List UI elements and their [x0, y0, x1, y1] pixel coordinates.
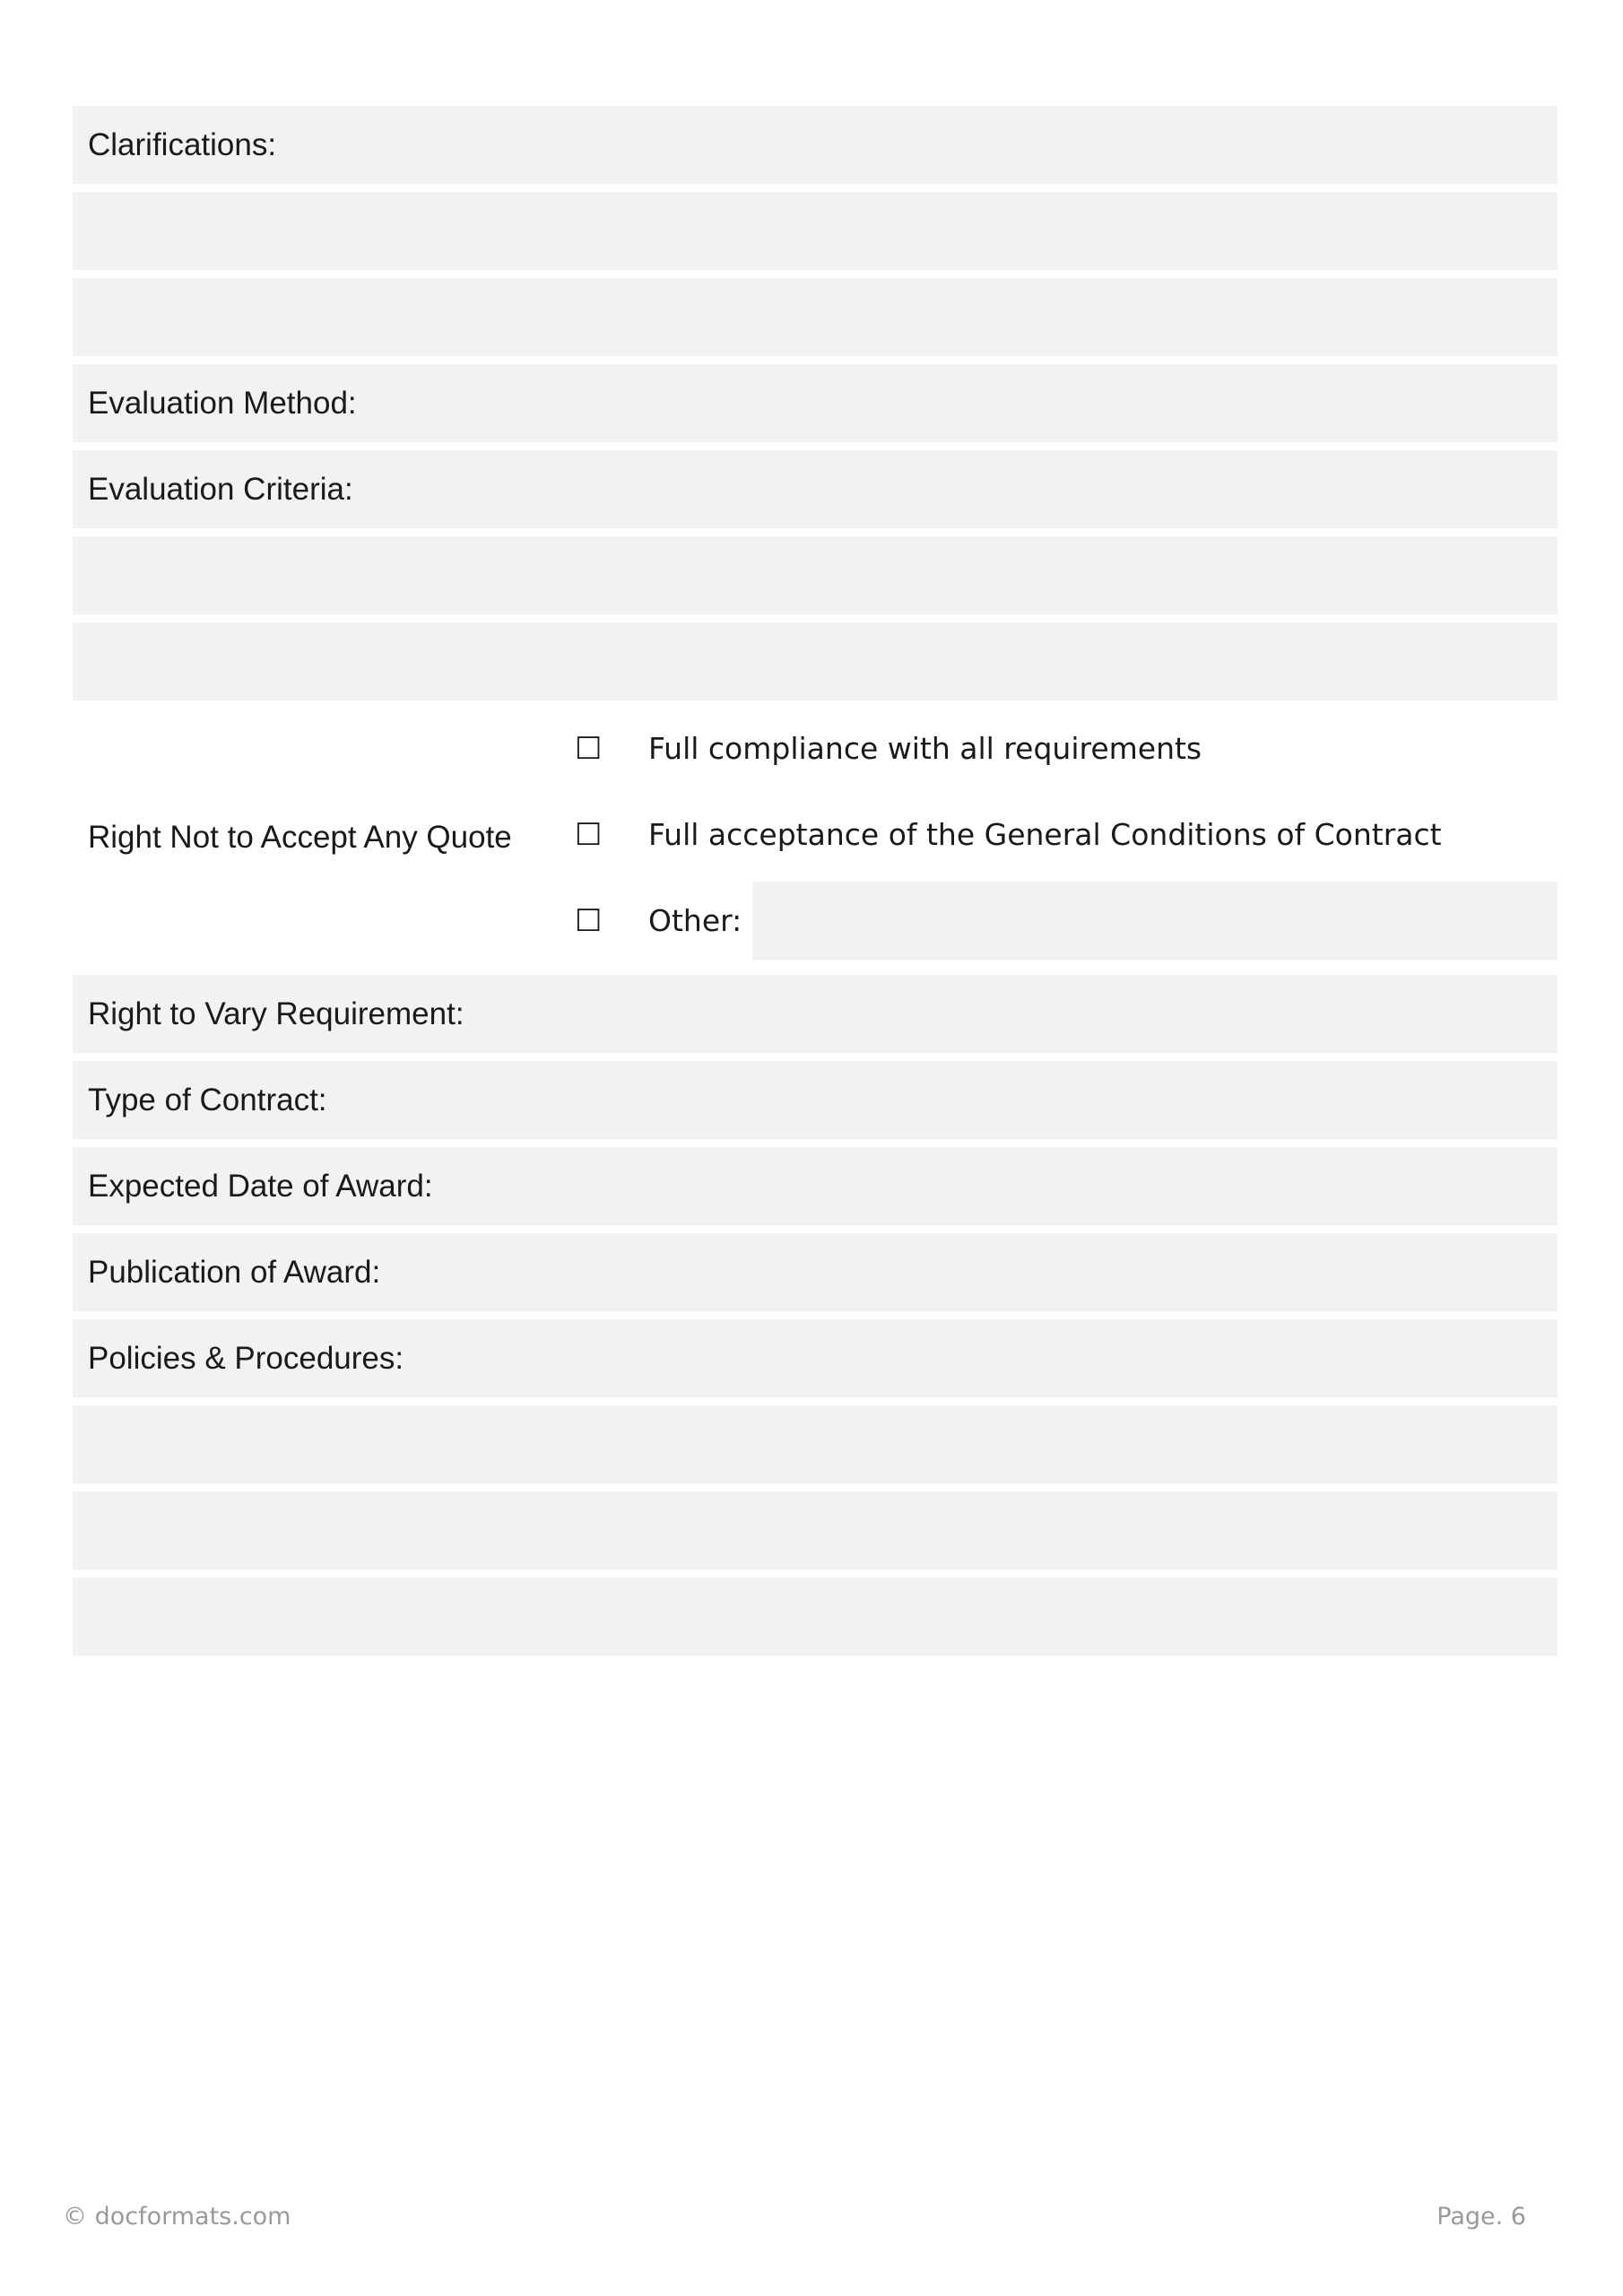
evaluation-criteria-label: Evaluation Criteria:	[88, 471, 353, 507]
publication-field[interactable]	[73, 1233, 1558, 1311]
type-of-contract-label: Type of Contract:	[88, 1082, 327, 1118]
option-label: Full compliance with all requirements	[648, 731, 1202, 766]
evaluation-method-label: Evaluation Method:	[88, 385, 357, 421]
clarifications-line-3[interactable]	[73, 278, 1558, 356]
type-of-contract-field[interactable]	[73, 1061, 1558, 1139]
checkbox-icon[interactable]: ☐	[575, 730, 603, 767]
clarifications-label: Clarifications:	[88, 126, 277, 162]
option-label: Other:	[648, 903, 742, 938]
publication-label: Publication of Award:	[88, 1254, 381, 1290]
evaluation-criteria-line-2[interactable]	[73, 536, 1558, 614]
other-input[interactable]	[752, 882, 1558, 960]
policies-field[interactable]	[73, 1319, 1558, 1397]
evaluation-method-field[interactable]	[73, 364, 1558, 442]
checkbox-icon[interactable]: ☐	[575, 816, 603, 853]
evaluation-criteria-field[interactable]	[73, 450, 1558, 528]
right-to-vary-field[interactable]	[73, 975, 1558, 1053]
procurement-form	[73, 106, 1558, 1664]
footer-copyright: © docformats.com	[63, 2203, 291, 2231]
policies-line-3[interactable]	[73, 1492, 1558, 1570]
footer-page-number: Page. 6	[1436, 2203, 1526, 2231]
evaluation-criteria-line-3[interactable]	[73, 622, 1558, 700]
policies-line-2[interactable]	[73, 1405, 1558, 1483]
option-full-compliance[interactable]	[575, 709, 1202, 787]
expected-date-label: Expected Date of Award:	[88, 1168, 433, 1204]
right-not-to-accept-label: Right Not to Accept Any Quote	[88, 820, 512, 855]
policies-line-4[interactable]	[73, 1578, 1558, 1656]
right-not-to-accept-section	[73, 709, 1558, 967]
policies-label: Policies & Procedures:	[88, 1340, 404, 1376]
checkbox-icon[interactable]: ☐	[575, 902, 603, 939]
option-other[interactable]	[575, 882, 742, 960]
clarifications-line-2[interactable]	[73, 192, 1558, 270]
option-label: Full acceptance of the General Conditions of Contract	[648, 817, 1442, 852]
clarifications-field[interactable]	[73, 106, 1558, 184]
right-to-vary-label: Right to Vary Requirement:	[88, 996, 464, 1031]
expected-date-field[interactable]	[73, 1147, 1558, 1225]
option-full-acceptance[interactable]	[575, 796, 1442, 874]
